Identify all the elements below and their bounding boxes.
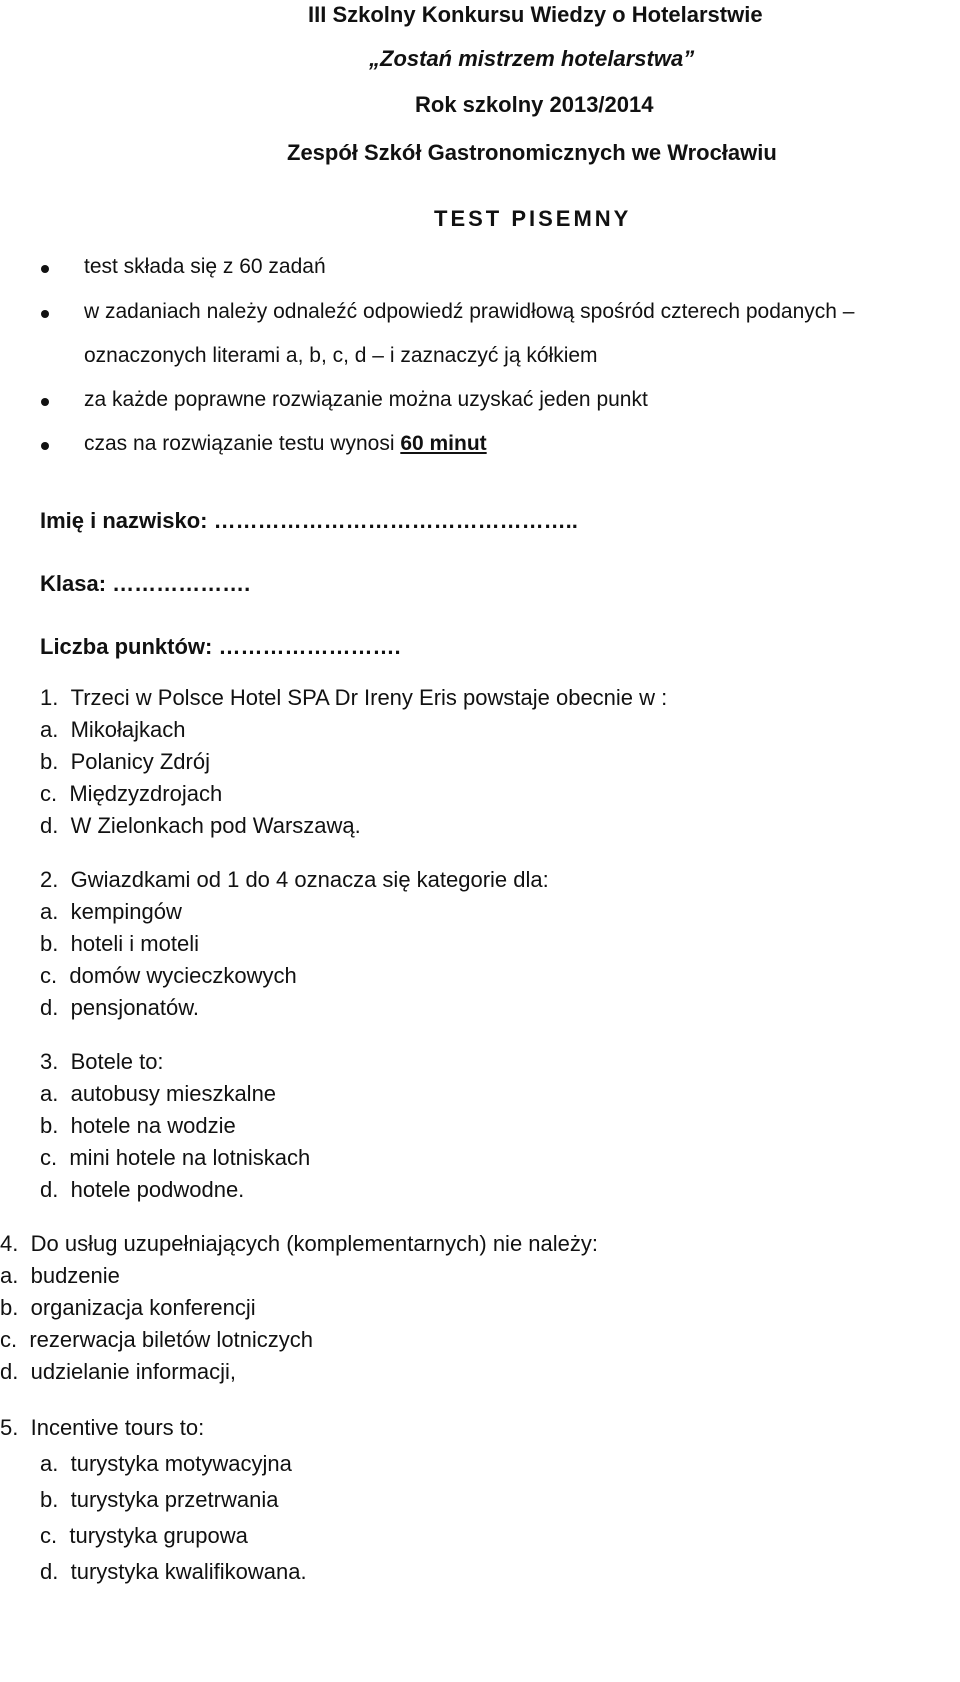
option-text: turystyka przetrwania <box>70 1487 279 1512</box>
answer-option[interactable] <box>0 1358 236 1386</box>
option-letter: b. <box>40 1113 59 1138</box>
answer-option[interactable] <box>40 780 222 808</box>
bullet-icon <box>41 265 49 273</box>
answer-option[interactable] <box>40 716 186 744</box>
option-text: hotele podwodne. <box>70 1177 245 1202</box>
option-letter: b. <box>40 931 59 956</box>
answer-option[interactable] <box>40 994 199 1022</box>
option-text: turystyka kwalifikowana. <box>70 1559 307 1584</box>
test-label: TEST PISEMNY <box>434 206 632 231</box>
option-text: mini hotele na lotniskach <box>69 1145 311 1170</box>
option-letter: a. <box>40 899 59 924</box>
name-field[interactable] <box>40 508 578 534</box>
answer-option[interactable] <box>40 962 297 990</box>
rule-item-continuation: oznaczonych literami a, b, c, d – i zaznaczyć ją kółkiem <box>84 344 598 367</box>
question-text <box>0 1414 204 1442</box>
option-text: Polanicy Zdrój <box>70 749 210 774</box>
answer-option[interactable] <box>40 812 361 840</box>
class-blank[interactable]: ………………. <box>112 571 251 596</box>
rule-item: w zadaniach należy odnaleźć odpowiedź prawidłową spośród czterech podanych – <box>84 300 855 323</box>
points-label: Liczba punktów: <box>40 634 213 659</box>
bullet-icon <box>41 442 49 450</box>
option-letter: d. <box>40 1177 59 1202</box>
class-label: Klasa: <box>40 571 107 596</box>
option-text: budzenie <box>30 1263 120 1288</box>
question-label: Trzeci w Polsce Hotel SPA Dr Ireny Eris powstaje obecnie w : <box>70 685 668 710</box>
question-label: Gwiazdkami od 1 do 4 oznacza się kategorie dla: <box>70 867 549 892</box>
rule-item: za każde poprawne rozwiązanie można uzyskać jeden punkt <box>84 388 648 411</box>
answer-option[interactable] <box>0 1294 256 1322</box>
option-text: turystyka grupowa <box>69 1523 248 1548</box>
answer-option[interactable] <box>40 1144 310 1172</box>
school-name: Zespół Szkół Gastronomicznych we Wrocławiu <box>287 140 777 165</box>
answer-option[interactable] <box>40 1522 248 1550</box>
name-label: Imię i nazwisko: <box>40 508 208 533</box>
question-text <box>40 684 667 712</box>
question-label: Botele to: <box>70 1049 164 1074</box>
question-text <box>40 866 549 894</box>
option-text: organizacja konferencji <box>30 1295 256 1320</box>
option-text: hoteli i moteli <box>70 931 199 956</box>
contest-title: III Szkolny Konkursu Wiedzy o Hotelarstwie <box>308 2 763 27</box>
answer-option[interactable] <box>40 1450 292 1478</box>
option-letter: b. <box>40 749 59 774</box>
option-letter: d. <box>40 995 59 1020</box>
answer-option[interactable] <box>0 1326 313 1354</box>
option-text: Międzyzdrojach <box>69 781 223 806</box>
option-text: hotele na wodzie <box>70 1113 236 1138</box>
option-letter: d. <box>0 1359 19 1384</box>
option-letter: a. <box>40 1081 59 1106</box>
answer-option[interactable] <box>40 748 210 776</box>
time-limit: 60 minut <box>400 432 487 455</box>
answer-option[interactable] <box>40 1486 278 1514</box>
bullet-icon <box>41 310 49 318</box>
school-year: Rok szkolny 2013/2014 <box>415 92 654 117</box>
answer-option[interactable] <box>40 1558 307 1586</box>
option-letter: d. <box>40 813 59 838</box>
answer-option[interactable] <box>40 1112 236 1140</box>
rule-item <box>84 431 487 457</box>
option-letter: b. <box>40 1487 59 1512</box>
option-letter: a. <box>40 717 59 742</box>
option-text: kempingów <box>70 899 182 924</box>
rule-text: czas na rozwiązanie testu wynosi <box>84 432 401 455</box>
rule-item: test składa się z 60 zadań <box>84 255 326 278</box>
option-letter: c. <box>40 963 58 988</box>
option-text: udzielanie informacji, <box>30 1359 237 1384</box>
option-text: pensjonatów. <box>70 995 200 1020</box>
answer-option[interactable] <box>40 898 182 926</box>
points-blank[interactable]: ……………………. <box>218 634 401 659</box>
bullet-icon <box>41 398 49 406</box>
option-text: W Zielonkach pod Warszawą. <box>70 813 361 838</box>
option-letter: c. <box>40 781 58 806</box>
option-letter: c. <box>40 1523 58 1548</box>
question-label: Do usług uzupełniających (komplementarnych) nie należy: <box>30 1231 598 1256</box>
question-number: 1. <box>40 685 59 710</box>
option-letter: a. <box>0 1263 19 1288</box>
option-text: rezerwacja biletów lotniczych <box>29 1327 314 1352</box>
option-text: turystyka motywacyjna <box>70 1451 292 1476</box>
points-field[interactable] <box>40 634 401 660</box>
option-letter: a. <box>40 1451 59 1476</box>
question-text <box>0 1230 598 1258</box>
option-letter: b. <box>0 1295 19 1320</box>
question-label: Incentive tours to: <box>30 1415 205 1440</box>
question-number: 4. <box>0 1231 19 1256</box>
question-number: 3. <box>40 1049 59 1074</box>
question-text <box>40 1048 164 1076</box>
option-text: Mikołajkach <box>70 717 186 742</box>
question-number: 5. <box>0 1415 19 1440</box>
option-letter: c. <box>40 1145 58 1170</box>
answer-option[interactable] <box>40 1176 244 1204</box>
option-text: autobusy mieszkalne <box>70 1081 277 1106</box>
class-field[interactable] <box>40 571 250 597</box>
option-letter: d. <box>40 1559 59 1584</box>
answer-option[interactable] <box>40 930 199 958</box>
answer-option[interactable] <box>40 1080 276 1108</box>
name-blank[interactable]: ………………………………………….. <box>213 508 578 533</box>
answer-option[interactable] <box>0 1262 120 1290</box>
option-letter: c. <box>0 1327 18 1352</box>
contest-motto: „Zostań mistrzem hotelarstwa” <box>369 46 695 71</box>
question-number: 2. <box>40 867 59 892</box>
option-text: domów wycieczkowych <box>69 963 297 988</box>
